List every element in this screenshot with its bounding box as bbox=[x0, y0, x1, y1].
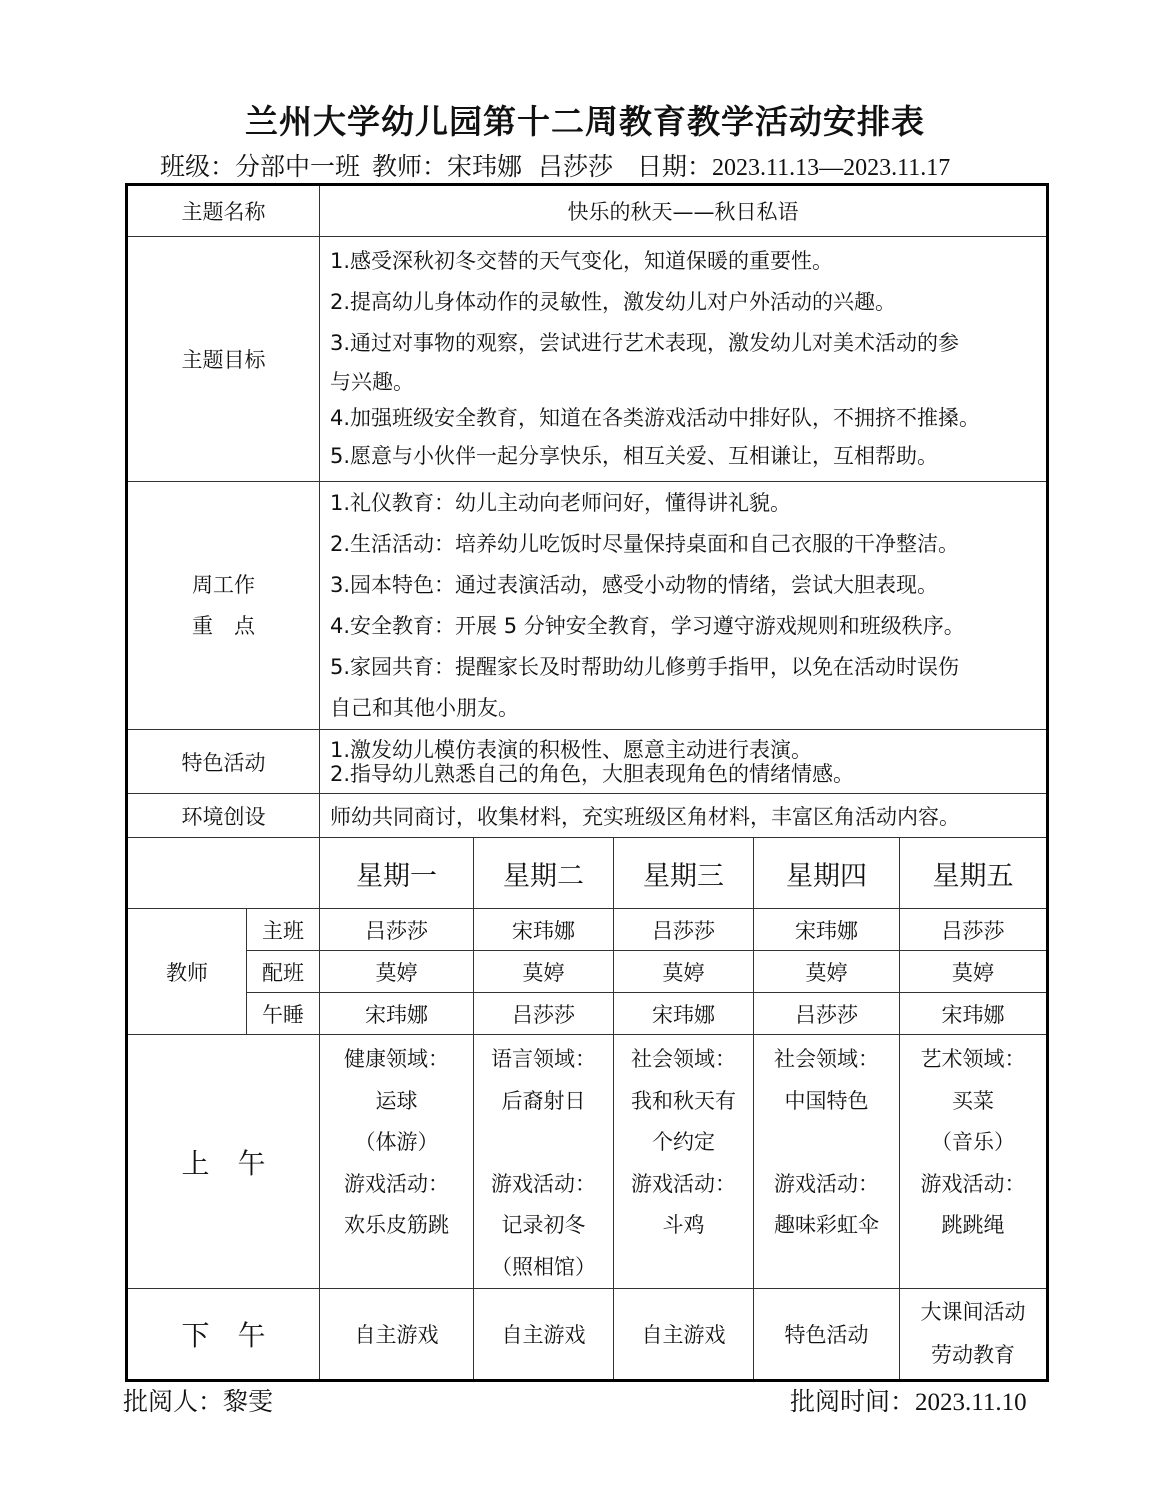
theme-name-label: 主题名称 bbox=[127, 185, 320, 237]
special-label: 特色活动 bbox=[127, 730, 320, 794]
teacher-cell: 莫婷 bbox=[900, 951, 1048, 993]
activity-line bbox=[474, 1122, 613, 1164]
class-value: 分部中一班 bbox=[235, 152, 361, 181]
activity-line: 游戏活动： bbox=[774, 1171, 879, 1196]
teacher-row-nap bbox=[127, 993, 1048, 1035]
morning-cell bbox=[474, 1035, 614, 1289]
teacher-label: 教师： bbox=[372, 152, 448, 181]
list-item: 3.通过对事物的观察，尝试进行艺术表现，激发幼儿对美术活动的参 bbox=[330, 331, 960, 355]
activity-line: 我和秋天有 bbox=[631, 1088, 736, 1113]
list-item: 1.礼仪教育：幼儿主动向老师问好，懂得讲礼貌。 bbox=[330, 490, 792, 515]
teacher-cell: 吕莎莎 bbox=[754, 993, 900, 1035]
teacher-cell: 吕莎莎 bbox=[614, 909, 754, 951]
review-time-label: 批阅时间： bbox=[790, 1387, 916, 1416]
theme-name-row bbox=[127, 185, 1048, 237]
theme-goal-label: 主题目标 bbox=[127, 237, 320, 482]
list-item: 5.家园共育：提醒家长及时帮助幼儿修剪手指甲，以免在活动时误伤 bbox=[330, 654, 960, 679]
teacher-cell: 吕莎莎 bbox=[474, 993, 614, 1035]
activity-line: 斗鸡 bbox=[662, 1213, 705, 1237]
env-row bbox=[127, 794, 1048, 838]
list-item: 2.提高幼儿身体动作的灵敏性，激发幼儿对户外活动的兴趣。 bbox=[330, 290, 897, 314]
activity-line bbox=[754, 1122, 899, 1164]
role-label: 主班 bbox=[247, 909, 320, 951]
subtitle-line bbox=[160, 147, 950, 183]
teacher-cell: 吕莎莎 bbox=[900, 909, 1048, 951]
weekday-header: 星期三 bbox=[614, 838, 754, 909]
afternoon-cell: 自主游戏 bbox=[320, 1289, 474, 1381]
list-item: 5.愿意与小伙伴一起分享快乐，相互关爱、互相谦让，互相帮助。 bbox=[330, 444, 939, 468]
date-value: 2023.11.13—2023.11.17 bbox=[711, 155, 951, 181]
reviewer bbox=[123, 1382, 273, 1418]
activity-line: 艺术领域： bbox=[920, 1047, 1026, 1071]
weekday-header: 星期一 bbox=[320, 838, 474, 909]
teacher-cell: 宋玮娜 bbox=[320, 993, 474, 1035]
morning-cell bbox=[320, 1035, 474, 1289]
review-time-value: 2023.11.10 bbox=[915, 1389, 1027, 1416]
teacher-cell: 宋玮娜 bbox=[754, 909, 900, 951]
morning-cell bbox=[900, 1035, 1048, 1289]
list-item: 1.激发幼儿模仿表演的积极性、愿意主动进行表演。 bbox=[330, 737, 813, 762]
activity-line: 运球 bbox=[375, 1088, 418, 1113]
activity-line: 游戏活动： bbox=[631, 1171, 736, 1196]
activity-line: 后裔射日 bbox=[501, 1088, 586, 1113]
activity-line: 游戏活动： bbox=[344, 1171, 449, 1196]
morning-cell bbox=[754, 1035, 900, 1289]
activity-line bbox=[754, 1247, 899, 1289]
role-label: 午睡 bbox=[247, 993, 320, 1035]
list-item: 自己和其他小朋友。 bbox=[330, 695, 519, 720]
teacher-cell: 莫婷 bbox=[474, 951, 614, 993]
activity-line: 买菜 bbox=[952, 1088, 995, 1113]
review-time bbox=[790, 1382, 1027, 1418]
activity-line: 趣味彩虹伞 bbox=[774, 1213, 879, 1237]
list-item: 与兴趣。 bbox=[330, 370, 414, 394]
afternoon-cell: 特色活动 bbox=[754, 1289, 900, 1381]
class-label: 班级： bbox=[160, 152, 236, 181]
week-focus-label-line: 重 点 bbox=[192, 613, 255, 638]
activity-line bbox=[900, 1247, 1046, 1289]
page-title: 兰州大学幼儿园第十二周教育教学活动安排表 bbox=[245, 102, 925, 141]
afternoon-cell bbox=[900, 1289, 1048, 1381]
activity-line: 中国特色 bbox=[784, 1088, 869, 1113]
activity-line: 劳动教育 bbox=[931, 1343, 1016, 1367]
morning-row bbox=[127, 1035, 1048, 1289]
teacher-row-main bbox=[127, 909, 1048, 951]
schedule-table bbox=[125, 183, 1049, 1382]
theme-name-value: 快乐的秋天——秋日私语 bbox=[320, 185, 1048, 237]
activity-line: 社会领域： bbox=[631, 1047, 736, 1071]
weekday-header: 星期二 bbox=[474, 838, 614, 909]
reviewer-label: 批阅人： bbox=[123, 1387, 224, 1416]
week-focus-row bbox=[127, 482, 1048, 730]
morning-label: 上 午 bbox=[127, 1035, 320, 1289]
list-item: 2.指导幼儿熟悉自己的角色，大胆表现角色的情绪情感。 bbox=[330, 761, 855, 786]
theme-goal-list bbox=[320, 237, 1048, 482]
theme-goal-row bbox=[127, 237, 1048, 482]
env-value: 师幼共同商讨，收集材料，充实班级区角材料，丰富区角活动内容。 bbox=[320, 794, 1048, 838]
teacher-cell: 吕莎莎 bbox=[320, 909, 474, 951]
activity-line: 欢乐皮筋跳 bbox=[344, 1213, 449, 1237]
activity-line: 记录初冬 bbox=[501, 1213, 586, 1237]
activity-line: （照相馆） bbox=[491, 1254, 596, 1279]
reviewer-value: 黎雯 bbox=[223, 1387, 274, 1416]
afternoon-cell: 自主游戏 bbox=[474, 1289, 614, 1381]
week-focus-list bbox=[320, 482, 1048, 730]
afternoon-row bbox=[127, 1289, 1048, 1381]
morning-cell bbox=[614, 1035, 754, 1289]
activity-line bbox=[614, 1247, 753, 1289]
activity-line: 个约定 bbox=[652, 1130, 715, 1154]
activity-line bbox=[320, 1247, 473, 1289]
role-label: 配班 bbox=[247, 951, 320, 993]
weekday-header: 星期五 bbox=[900, 838, 1048, 909]
env-label: 环境创设 bbox=[127, 794, 320, 838]
weekday-header-row bbox=[127, 838, 1048, 909]
teacher-cell: 莫婷 bbox=[320, 951, 474, 993]
activity-line: 游戏活动： bbox=[920, 1171, 1026, 1196]
list-item: 4.安全教育：开展 5 分钟安全教育，学习遵守游戏规则和班级秩序。 bbox=[330, 613, 965, 638]
activity-line: 语言领域： bbox=[491, 1047, 596, 1071]
teacher-cell: 宋玮娜 bbox=[474, 909, 614, 951]
activity-line: （音乐） bbox=[931, 1130, 1016, 1154]
teacher-cell: 莫婷 bbox=[754, 951, 900, 993]
activity-line: 社会领域： bbox=[774, 1047, 879, 1071]
activity-line: 跳跳绳 bbox=[941, 1213, 1005, 1237]
list-item: 3.园本特色：通过表演活动，感受小动物的情绪，尝试大胆表现。 bbox=[330, 572, 939, 597]
teachers-label: 教师 bbox=[127, 909, 247, 1035]
activity-line: 健康领域： bbox=[344, 1047, 449, 1071]
weekday-header: 星期四 bbox=[754, 838, 900, 909]
week-focus-label bbox=[127, 482, 320, 730]
activity-line: （体游） bbox=[354, 1130, 439, 1154]
teacher-cell: 莫婷 bbox=[614, 951, 754, 993]
empty-header-cell bbox=[127, 838, 320, 909]
list-item: 2.生活活动：培养幼儿吃饭时尽量保持桌面和自己衣服的干净整洁。 bbox=[330, 531, 960, 556]
special-row bbox=[127, 730, 1048, 794]
list-item: 4.加强班级安全教育，知道在各类游戏活动中排好队，不拥挤不推搡。 bbox=[330, 406, 981, 430]
teacher-row-assist bbox=[127, 951, 1048, 993]
activity-line: 大课间活动 bbox=[920, 1300, 1026, 1324]
teacher-cell: 宋玮娜 bbox=[614, 993, 754, 1035]
teacher-cell: 宋玮娜 bbox=[900, 993, 1048, 1035]
date-label: 日期： bbox=[636, 152, 712, 181]
list-item: 1.感受深秋初冬交替的天气变化，知道保暖的重要性。 bbox=[330, 249, 834, 273]
afternoon-cell: 自主游戏 bbox=[614, 1289, 754, 1381]
week-focus-label-line: 周工作 bbox=[192, 572, 255, 597]
teacher-value: 宋玮娜 吕莎莎 bbox=[447, 152, 613, 181]
activity-line: 游戏活动： bbox=[491, 1171, 596, 1196]
afternoon-label: 下 午 bbox=[127, 1289, 320, 1381]
special-list bbox=[320, 730, 1048, 794]
